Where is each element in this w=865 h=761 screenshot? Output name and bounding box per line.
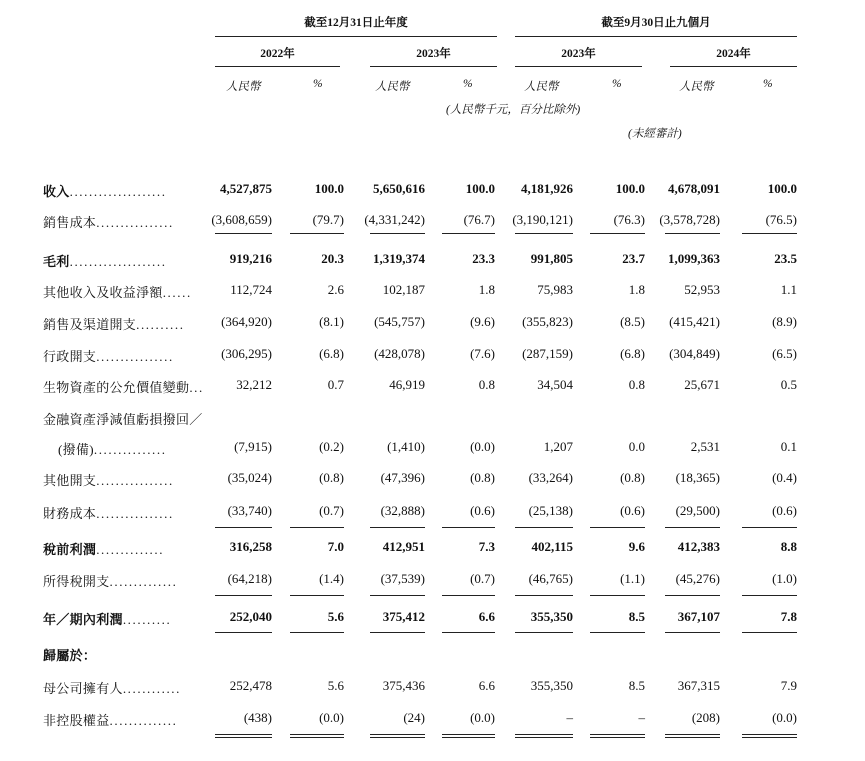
cell-amount: 5,650,616 (373, 181, 425, 196)
unit-note: (人民幣千元，百分比除外) (446, 104, 581, 116)
row-label-text: 金融資產淨減值虧損撥回／ (43, 412, 203, 427)
total-rule (442, 632, 495, 633)
double-rule-bottom (290, 737, 344, 738)
total-rule (370, 632, 425, 633)
cell-amount: 75,983 (537, 282, 573, 297)
double-rule-bottom (590, 737, 645, 738)
cell-amount: (32,888) (380, 503, 425, 518)
cell-percent: 1.8 (628, 282, 645, 297)
subtotal-rule (215, 527, 272, 528)
cell-amount: (7,915) (234, 439, 272, 454)
cell-amount: 102,187 (382, 282, 425, 297)
subtotal-rule (215, 595, 272, 596)
unit-rmb-1: 人民幣 (226, 81, 261, 93)
cell-percent: 100.0 (314, 181, 344, 196)
year-rule-2023b (515, 66, 642, 67)
cell-amount: 375,436 (382, 678, 425, 693)
subtotal-rule (590, 595, 645, 596)
cell-percent: (6.8) (620, 346, 645, 361)
cell-amount: 52,953 (684, 282, 720, 297)
double-rule-top (665, 734, 720, 735)
cell-amount: 46,919 (389, 377, 425, 392)
cell-amount: (364,920) (221, 314, 272, 329)
cell-amount: (4,331,242) (364, 212, 425, 227)
cell-amount: 4,527,875 (220, 181, 272, 196)
row-label-impairment-provision (58, 439, 167, 458)
table-row (0, 282, 865, 302)
subtotal-rule (515, 595, 573, 596)
table-row (0, 181, 865, 201)
cell-amount: 1,099,363 (668, 251, 720, 266)
cell-percent: (0.7) (319, 503, 344, 518)
row-label-selling-expenses (43, 314, 185, 333)
cell-amount: (545,757) (374, 314, 425, 329)
cell-percent: 23.5 (774, 251, 797, 266)
table-row (0, 439, 865, 459)
cell-percent: 0.0 (628, 439, 645, 454)
cell-percent: 7.9 (780, 678, 797, 693)
row-label-text: 其他收入及收益淨額 (43, 285, 163, 300)
cell-amount: (25,138) (528, 503, 573, 518)
cell-amount: 25,671 (684, 377, 720, 392)
subtotal-rule (290, 233, 344, 234)
row-label-profit-for-period (43, 609, 171, 628)
row-label-profit-before-tax (43, 539, 164, 558)
cell-percent: 5.6 (327, 609, 344, 624)
cell-percent: 7.0 (327, 539, 344, 554)
cell-percent: (0.6) (772, 503, 797, 518)
group-header-year-rule (215, 36, 497, 37)
cell-amount: (35,024) (227, 470, 272, 485)
double-rule-top (742, 734, 797, 735)
double-rule-bottom (215, 737, 272, 738)
cell-percent: (7.6) (470, 346, 495, 361)
cell-amount: (438) (243, 710, 272, 725)
cell-amount: (428,078) (374, 346, 425, 361)
double-rule-bottom (665, 737, 720, 738)
cell-amount: (415,421) (669, 314, 720, 329)
year-rule-2024 (670, 66, 797, 67)
year-rule-2023a (370, 66, 497, 67)
cell-percent: (76.7) (463, 212, 495, 227)
subtotal-rule (742, 527, 797, 528)
cell-percent: (8.1) (319, 314, 344, 329)
row-leader-dots: ............ (122, 681, 182, 696)
cell-percent: 1.8 (478, 282, 495, 297)
row-label-text: 生物資產的公允價值變動 (43, 380, 190, 395)
cell-percent: (0.8) (620, 470, 645, 485)
row-leader-dots: ................ (96, 215, 174, 230)
cell-amount: – (566, 710, 573, 725)
cell-amount: 367,315 (677, 678, 720, 693)
cell-percent: (0.6) (620, 503, 645, 518)
cell-percent: 0.8 (478, 377, 495, 392)
cell-amount: (208) (691, 710, 720, 725)
row-leader-dots: .............. (109, 713, 178, 728)
row-label-text: 其他開支 (43, 473, 97, 488)
row-label-text: 年／期內利潤 (43, 612, 123, 627)
unaudited-note: (未經審計) (628, 128, 682, 140)
row-label-text: 歸屬於： (43, 648, 97, 663)
unit-rmb-2: 人民幣 (375, 81, 410, 93)
row-label-cost-of-sales (43, 212, 174, 231)
cell-percent: 9.6 (628, 539, 645, 554)
cell-percent: 7.8 (780, 609, 797, 624)
group-header-nine-months: 截至9月30日止九個月 (601, 17, 711, 29)
table-row (0, 645, 865, 665)
cell-percent: (0.7) (470, 571, 495, 586)
subtotal-rule (515, 527, 573, 528)
row-leader-dots: .......... (136, 317, 185, 332)
cell-amount: 112,724 (230, 282, 272, 297)
cell-percent: – (638, 710, 645, 725)
cell-percent: 100.0 (615, 181, 645, 196)
row-label-text: 稅前利潤 (43, 542, 97, 557)
unit-pct-4: % (763, 78, 773, 90)
row-label-other-income (43, 282, 192, 301)
cell-percent: 1.1 (780, 282, 797, 297)
subtotal-rule (290, 527, 344, 528)
table-row (0, 470, 865, 490)
cell-percent: 100.0 (767, 181, 797, 196)
cell-percent: (0.0) (772, 710, 797, 725)
cell-percent: 20.3 (321, 251, 344, 266)
cell-percent: 23.3 (472, 251, 495, 266)
cell-amount: (37,539) (380, 571, 425, 586)
total-rule (290, 632, 344, 633)
row-leader-dots: ... (189, 380, 204, 395)
cell-amount: (45,276) (675, 571, 720, 586)
cell-percent: 23.7 (622, 251, 645, 266)
cell-amount: 4,678,091 (668, 181, 720, 196)
year-header-2023a: 2023年 (416, 48, 451, 60)
subtotal-rule (442, 527, 495, 528)
cell-amount: (29,500) (675, 503, 720, 518)
cell-percent: (0.8) (470, 470, 495, 485)
cell-percent: 8.5 (628, 609, 645, 624)
cell-percent: 0.7 (327, 377, 344, 392)
cell-percent: (79.7) (312, 212, 344, 227)
subtotal-rule (370, 233, 425, 234)
cell-percent: 8.8 (780, 539, 797, 554)
cell-percent: (0.0) (319, 710, 344, 725)
row-label-admin-expenses (43, 346, 174, 365)
subtotal-rule (215, 233, 272, 234)
row-leader-dots: ................ (96, 473, 174, 488)
cell-percent: (0.0) (470, 710, 495, 725)
cell-percent: (8.9) (772, 314, 797, 329)
row-label-owners-of-parent (43, 678, 181, 697)
cell-amount: 252,040 (229, 609, 272, 624)
total-rule (515, 632, 573, 633)
row-label-text: 財務成本 (43, 506, 97, 521)
double-rule-bottom (442, 737, 495, 738)
row-label-text: 銷售成本 (43, 215, 97, 230)
table-row (0, 377, 865, 397)
cell-percent: 5.6 (327, 678, 344, 693)
total-rule (590, 632, 645, 633)
subtotal-rule (590, 527, 645, 528)
row-label-text: 收入 (43, 184, 70, 199)
cell-amount: (304,849) (669, 346, 720, 361)
year-rule-2022 (215, 66, 340, 67)
cell-amount: (1,410) (387, 439, 425, 454)
cell-amount: 367,107 (677, 609, 720, 624)
unit-pct-1: % (313, 78, 323, 90)
cell-amount: 355,350 (530, 678, 573, 693)
row-label-attributable-to (43, 645, 96, 664)
row-leader-dots: ...... (162, 285, 192, 300)
table-row (0, 678, 865, 698)
cell-amount: 32,212 (236, 377, 272, 392)
cell-amount: 4,181,926 (521, 181, 573, 196)
cell-percent: (1.0) (772, 571, 797, 586)
row-label-text: (撥備) (58, 442, 94, 457)
subtotal-rule (290, 595, 344, 596)
subtotal-rule (442, 233, 495, 234)
total-rule (665, 632, 720, 633)
cell-amount: (33,264) (528, 470, 573, 485)
cell-amount: 412,383 (677, 539, 720, 554)
cell-amount: 252,478 (229, 678, 272, 693)
cell-amount: (306,295) (221, 346, 272, 361)
double-rule-top (515, 734, 573, 735)
cell-percent: (1.1) (620, 571, 645, 586)
row-label-impairment-header (43, 409, 203, 428)
row-label-text: 所得稅開支 (43, 574, 110, 589)
cell-amount: 991,805 (530, 251, 573, 266)
table-row (0, 251, 865, 271)
cell-percent: (0.2) (319, 439, 344, 454)
subtotal-rule (590, 233, 645, 234)
cell-percent: (76.5) (765, 212, 797, 227)
cell-percent: (0.4) (772, 470, 797, 485)
table-row (0, 409, 865, 429)
year-header-2022: 2022年 (260, 48, 295, 60)
cell-amount: 919,216 (229, 251, 272, 266)
cell-amount: 1,319,374 (373, 251, 425, 266)
subtotal-rule (665, 233, 720, 234)
row-label-biological-assets-fv (43, 377, 204, 396)
cell-amount: (64,218) (227, 571, 272, 586)
double-rule-top (290, 734, 344, 735)
cell-amount: (3,578,728) (659, 212, 720, 227)
double-rule-top (215, 734, 272, 735)
cell-percent: 0.8 (628, 377, 645, 392)
subtotal-rule (515, 233, 573, 234)
cell-percent: 0.5 (780, 377, 797, 392)
cell-amount: 316,258 (229, 539, 272, 554)
row-label-text: 非控股權益 (43, 713, 110, 728)
table-row (0, 710, 865, 730)
cell-percent: (9.6) (470, 314, 495, 329)
subtotal-rule (665, 595, 720, 596)
subtotal-rule (665, 527, 720, 528)
table-row (0, 503, 865, 523)
cell-percent: (6.8) (319, 346, 344, 361)
cell-amount: (33,740) (227, 503, 272, 518)
group-header-nine-rule (515, 36, 797, 37)
cell-amount: (47,396) (380, 470, 425, 485)
cell-amount: (355,823) (522, 314, 573, 329)
row-label-text: 行政開支 (43, 349, 97, 364)
row-label-text: 銷售及渠道開支 (43, 317, 137, 332)
cell-percent: (0.0) (470, 439, 495, 454)
subtotal-rule (742, 233, 797, 234)
year-header-2023b: 2023年 (561, 48, 596, 60)
double-rule-top (370, 734, 425, 735)
cell-percent: 7.3 (478, 539, 495, 554)
cell-amount: 412,951 (382, 539, 425, 554)
cell-amount: 2,531 (690, 439, 720, 454)
cell-percent: 100.0 (465, 181, 495, 196)
cell-percent: 2.6 (327, 282, 344, 297)
row-leader-dots: .......... (122, 612, 172, 627)
double-rule-top (442, 734, 495, 735)
subtotal-rule (370, 527, 425, 528)
unit-rmb-4: 人民幣 (679, 81, 714, 93)
unit-rmb-3: 人民幣 (524, 81, 559, 93)
row-label-finance-costs (43, 503, 174, 522)
cell-percent: (6.5) (772, 346, 797, 361)
unit-pct-3: % (612, 78, 622, 90)
double-rule-top (590, 734, 645, 735)
unit-pct-2: % (463, 78, 473, 90)
cell-amount: (46,765) (528, 571, 573, 586)
cell-percent: (0.8) (319, 470, 344, 485)
cell-amount: (3,608,659) (211, 212, 272, 227)
cell-amount: 1,207 (543, 439, 573, 454)
cell-percent: (1.4) (319, 571, 344, 586)
table-row (0, 539, 865, 559)
table-row (0, 609, 865, 629)
cell-amount: (24) (403, 710, 425, 725)
row-label-gross-profit (43, 251, 167, 270)
row-label-revenue (43, 181, 167, 200)
cell-amount: 355,350 (530, 609, 573, 624)
cell-percent: (0.6) (470, 503, 495, 518)
cell-percent: 8.5 (628, 678, 645, 693)
table-row (0, 314, 865, 334)
table-row (0, 346, 865, 366)
year-header-2024: 2024年 (716, 48, 751, 60)
row-label-income-tax (43, 571, 177, 590)
table-row (0, 571, 865, 591)
subtotal-rule (370, 595, 425, 596)
row-label-text: 母公司擁有人 (43, 681, 123, 696)
row-leader-dots: ............... (93, 442, 167, 457)
cell-percent: 0.1 (780, 439, 797, 454)
cell-amount: 402,115 (531, 539, 573, 554)
subtotal-rule (742, 595, 797, 596)
row-leader-dots: .............. (96, 542, 165, 557)
cell-amount: (18,365) (675, 470, 720, 485)
cell-percent: (76.3) (613, 212, 645, 227)
cell-amount: (3,190,121) (512, 212, 573, 227)
cell-amount: 34,504 (537, 377, 573, 392)
subtotal-rule (442, 595, 495, 596)
row-label-text: 毛利 (43, 254, 70, 269)
row-label-non-controlling-interests (43, 710, 177, 729)
row-leader-dots: .............. (109, 574, 178, 589)
row-leader-dots: ................ (96, 349, 174, 364)
cell-amount: (287,159) (522, 346, 573, 361)
cell-percent: (8.5) (620, 314, 645, 329)
double-rule-bottom (742, 737, 797, 738)
cell-amount: 375,412 (382, 609, 425, 624)
row-leader-dots: .................... (69, 254, 167, 269)
double-rule-bottom (515, 737, 573, 738)
row-leader-dots: ................ (96, 506, 174, 521)
cell-percent: 6.6 (478, 609, 495, 624)
cell-percent: 6.6 (478, 678, 495, 693)
double-rule-bottom (370, 737, 425, 738)
row-leader-dots: .................... (69, 184, 167, 199)
table-row (0, 212, 865, 232)
total-rule (215, 632, 272, 633)
row-label-other-expenses (43, 470, 174, 489)
total-rule (742, 632, 797, 633)
group-header-year: 截至12月31日止年度 (304, 17, 408, 29)
